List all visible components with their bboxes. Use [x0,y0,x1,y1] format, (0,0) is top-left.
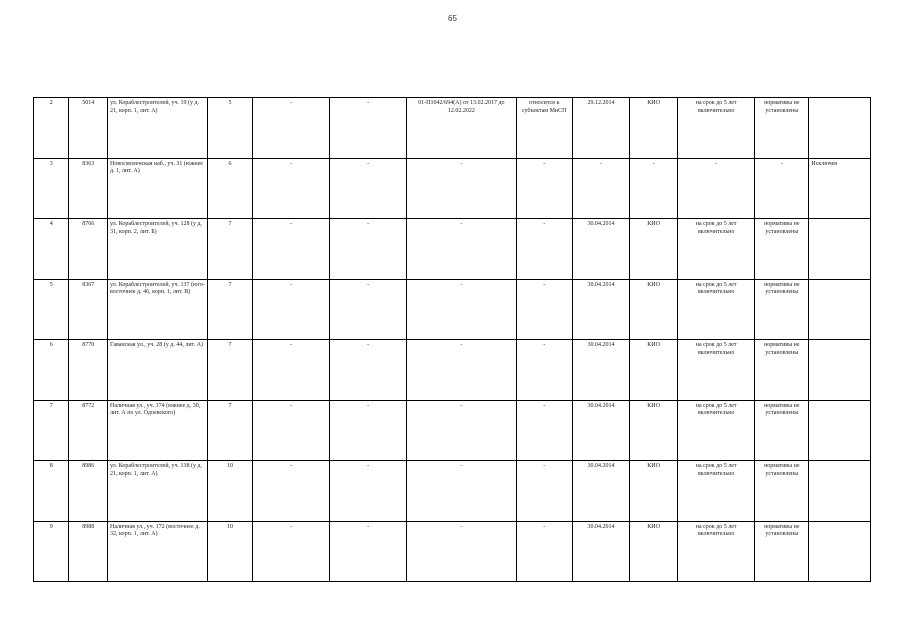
page-number: 65 [448,14,457,23]
term-cell: на срок до 5 лет включительно [678,521,755,582]
table-row [34,340,871,401]
count-cell: 7 [208,400,253,461]
table-row [34,279,871,340]
table-row [34,98,871,159]
column-5-cell: - [252,521,329,582]
address-cell: ул. Кораблестроителей, уч. 138 (у д. 21, корп. 1, лит. А) [108,461,208,522]
owner-cell: - [516,400,572,461]
registry-table [33,97,871,582]
object-id-cell: 8363 [69,158,108,219]
norms-cell: нормативы не установлены [755,219,809,280]
column-5-cell: - [252,98,329,159]
term-cell: на срок до 5 лет включительно [678,340,755,401]
table-row [34,219,871,280]
organization-cell: КИО [630,400,678,461]
object-id-cell: 8772 [69,400,108,461]
decision-cell: - [407,219,516,280]
column-6-cell: - [330,461,407,522]
column-6-cell: - [330,98,407,159]
address-cell: ул. Кораблестроителей, уч. 137 (юго-восточнее д. 46, корп. 1, лит. В) [108,279,208,340]
owner-cell: - [516,219,572,280]
table-row [34,461,871,522]
owner-cell: - [516,461,572,522]
norms-cell: нормативы не установлены [755,400,809,461]
table-body [34,98,871,582]
decision-cell: - [407,279,516,340]
address-cell: ул. Кораблестроителей, уч. 128 (у д. 31, корп. 2, лит. Б) [108,219,208,280]
organization-cell: КИО [630,340,678,401]
decision-cell: - [407,521,516,582]
norms-cell: нормативы не установлены [755,461,809,522]
date-cell: 30.04.2014 [572,279,629,340]
column-6-cell: - [330,400,407,461]
row-number-cell: 7 [34,400,69,461]
date-cell: 30.04.2014 [572,521,629,582]
column-5-cell: - [252,340,329,401]
term-cell: на срок до 5 лет включительно [678,461,755,522]
address-cell: Наличная ул., уч. 172 (восточнее д. 32, корп. 1, лит. А) [108,521,208,582]
norms-cell: нормативы не установлены [755,279,809,340]
column-5-cell: - [252,219,329,280]
column-5-cell: - [252,279,329,340]
row-number-cell: 2 [34,98,69,159]
row-number-cell: 8 [34,461,69,522]
column-6-cell: - [330,340,407,401]
address-cell: ул. Кораблестроителей, уч. 19 (у д. 21, корп. 1, лит. А) [108,98,208,159]
date-cell: 30.04.2014 [572,400,629,461]
object-id-cell: 5014 [69,98,108,159]
owner-cell: - [516,340,572,401]
note-cell [809,98,871,159]
address-cell: Гаванская ул., уч. 28 (у д. 44, лит. А) [108,340,208,401]
address-cell: Новосмоленская наб., уч. 31 (южнее д. 1, лит. А) [108,158,208,219]
object-id-cell: 8766 [69,219,108,280]
decision-cell: - [407,340,516,401]
row-number-cell: 9 [34,521,69,582]
object-id-cell: 8986 [69,461,108,522]
object-id-cell: 8770 [69,340,108,401]
date-cell: - [572,158,629,219]
owner-cell: - [516,521,572,582]
column-6-cell: - [330,521,407,582]
row-number-cell: 6 [34,340,69,401]
owner-cell: - [516,158,572,219]
object-id-cell: 8988 [69,521,108,582]
term-cell: - [678,158,755,219]
row-number-cell: 3 [34,158,69,219]
decision-cell: - [407,461,516,522]
count-cell: 5 [208,98,253,159]
term-cell: на срок до 5 лет включительно [678,98,755,159]
column-6-cell: - [330,279,407,340]
note-cell: Исключен [809,158,871,219]
count-cell: 6 [208,158,253,219]
organization-cell: КИО [630,98,678,159]
owner-cell: - [516,279,572,340]
table-row [34,158,871,219]
table-row [34,521,871,582]
address-cell: Наличная ул., уч. 174 (южнее д. 30, лит. А по ул. Одоевского) [108,400,208,461]
decision-cell: - [407,158,516,219]
organization-cell: - [630,158,678,219]
date-cell: 29.12.2014 [572,98,629,159]
organization-cell: КИО [630,219,678,280]
row-number-cell: 4 [34,219,69,280]
note-cell [809,219,871,280]
column-5-cell: - [252,461,329,522]
column-6-cell: - [330,219,407,280]
term-cell: на срок до 5 лет включительно [678,219,755,280]
note-cell [809,521,871,582]
norms-cell: нормативы не установлены [755,340,809,401]
count-cell: 10 [208,461,253,522]
object-id-cell: 8367 [69,279,108,340]
row-number-cell: 5 [34,279,69,340]
organization-cell: КИО [630,461,678,522]
count-cell: 7 [208,279,253,340]
column-6-cell: - [330,158,407,219]
term-cell: на срок до 5 лет включительно [678,400,755,461]
table-row [34,400,871,461]
note-cell [809,400,871,461]
note-cell [809,279,871,340]
column-5-cell: - [252,158,329,219]
term-cell: на срок до 5 лет включительно [678,279,755,340]
date-cell: 30.04.2014 [572,340,629,401]
organization-cell: КИО [630,521,678,582]
count-cell: 10 [208,521,253,582]
column-5-cell: - [252,400,329,461]
date-cell: 30.04.2014 [572,461,629,522]
count-cell: 7 [208,219,253,280]
decision-cell: 01-П1042/694(А) от 13.02.2017 до 12.02.2022 [407,98,516,159]
norms-cell: нормативы не установлены [755,521,809,582]
norms-cell: нормативы не установлены [755,98,809,159]
norms-cell: - [755,158,809,219]
organization-cell: КИО [630,279,678,340]
decision-cell: - [407,400,516,461]
date-cell: 30.04.2014 [572,219,629,280]
note-cell [809,461,871,522]
note-cell [809,340,871,401]
owner-cell: относится к субъектам МиСП [516,98,572,159]
count-cell: 7 [208,340,253,401]
